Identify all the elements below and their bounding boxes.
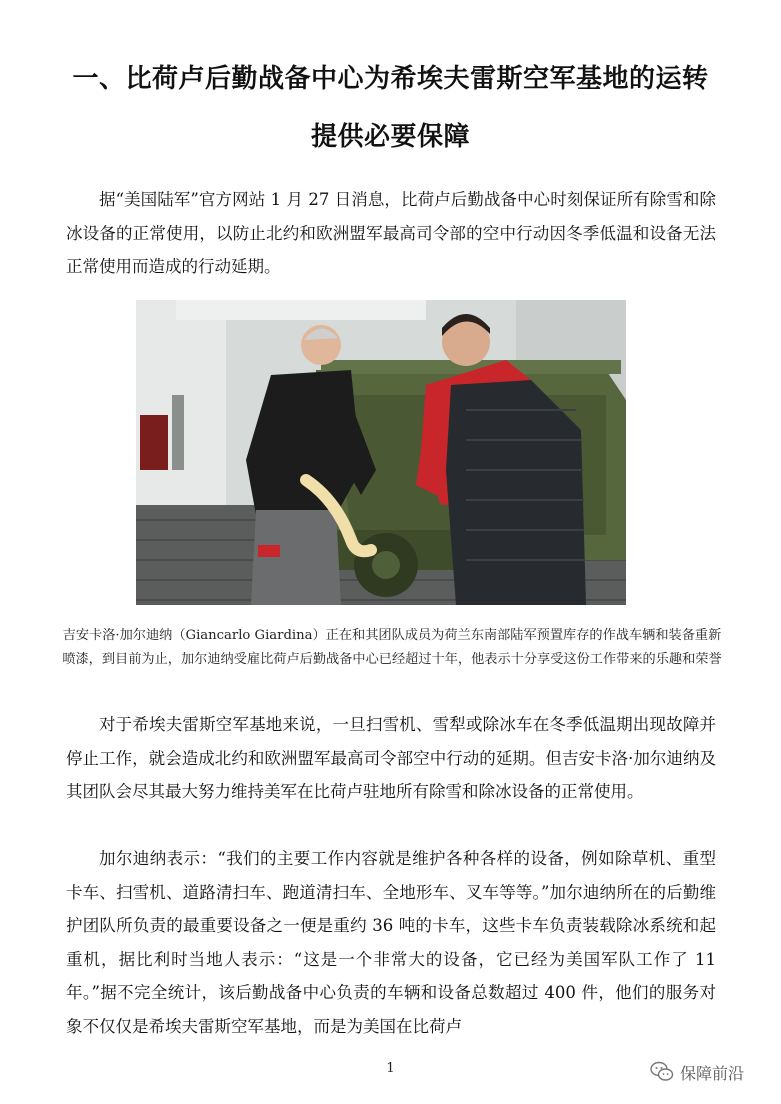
- title-line-1: 一、比荷卢后勤战备中心为希埃夫雷斯空军基地的运转: [72, 64, 709, 94]
- body-paragraph-2: 对于希埃夫雷斯空军基地来说，一旦扫雪机、雪犁或除冰车在冬季低温期出现故障并停止工作，就会造成北约和欧洲盟军最高司令部空中行动的延期。但吉安卡洛·加尔迪纳及其团队会尽其最大努力维持美军在比荷卢驻地所有除雪和除冰设备的正常使用。: [66, 715, 716, 801]
- wechat-icon: [650, 1061, 674, 1083]
- watermark-text: 保障前沿: [680, 1063, 745, 1083]
- title-line-2: 提供必要保障: [310, 122, 470, 152]
- section-title: [40, 50, 741, 166]
- article-photo: [136, 300, 626, 605]
- body-paragraph-3: 加尔迪纳表示：“我们的主要工作内容就是维护各种各样的设备，例如除草机、重型卡车、扫雪机、道路清扫车、跑道清扫车、全地形车、叉车等等。”加尔迪纳所在的后勤维护团队所负责的最重要设备之一便是重约 36 吨的卡车，这些卡车负责装载除冰系统和起重机，据比利时当地人表示：“这是一个非常大的设备，它已经为美国军队工作了 11 年。”据不完全统计，该后勤战备中心负责的车辆和设备总数超过 400 件，他们的服务对象不仅仅是希埃夫雷斯空军基地，而是为美国在比荷卢: [66, 849, 716, 1036]
- photo-caption: 吉安卡洛·加尔迪纳（Giancarlo Giardina）正在和其团队成员为荷兰东南部陆军预置库存的作战车辆和装备重新喷漆，到目前为止，加尔迪纳受雇比荷卢后勤战备中心已经超过十年，他表示十分享受这份工作带来的乐趣和荣誉: [62, 628, 722, 667]
- body-paragraph-1: 据“美国陆军”官方网站 1 月 27 日消息，比荷卢后勤战备中心时刻保证所有除雪和除冰设备的正常使用，以防止北约和欧洲盟军最高司令部的空中行动因冬季低温和设备无法正常使用而造成的行动延期。: [66, 190, 716, 276]
- page-number: 1: [386, 1061, 395, 1076]
- account-watermark: [650, 1058, 744, 1086]
